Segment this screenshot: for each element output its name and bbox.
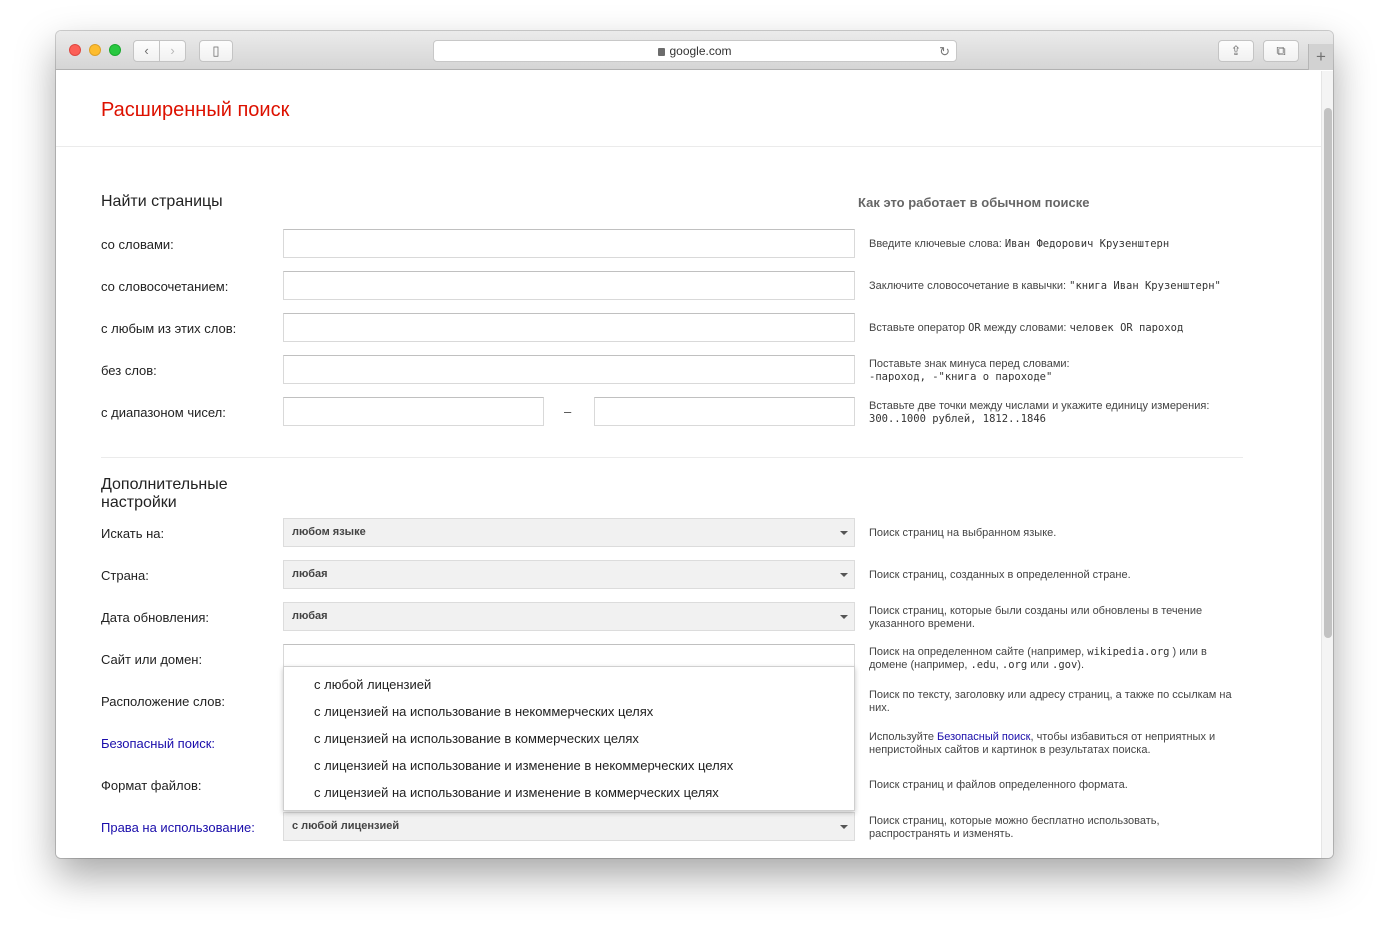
scrollbar-thumb[interactable]	[1324, 108, 1332, 638]
new-tab-button[interactable]	[1308, 44, 1333, 70]
zoom-window-button[interactable]	[109, 44, 121, 56]
number-range-label: с диапазоном чисел:	[101, 405, 226, 420]
page-content	[56, 71, 1321, 858]
exact-phrase-hint: Заключите словосочетание в кавычки: "книга Иван Крузенштерн"	[869, 280, 1221, 292]
chevron-right-icon: ›	[170, 43, 175, 58]
license-option[interactable]: с лицензией на использование в коммерческих целях	[314, 731, 639, 746]
advanced-settings-title: Дополнительные настройки	[101, 476, 228, 511]
plus-icon: +	[1316, 47, 1326, 66]
chevron-down-icon	[840, 531, 848, 535]
exact-phrase-input[interactable]	[283, 271, 855, 300]
none-words-label: без слов:	[101, 363, 157, 378]
site-domain-hint: Поиск на определенном сайте (например, wikipedia.org ) или в домене (например, .edu, .org или .gov).	[869, 646, 1207, 671]
find-pages-title: Найти страницы	[101, 193, 223, 210]
all-words-hint: Введите ключевые слова: Иван Федорович Крузенштерн	[869, 238, 1170, 250]
share-icon: ⇪	[1230, 43, 1242, 58]
sidebar-button[interactable]	[199, 40, 233, 62]
any-words-input[interactable]	[283, 313, 855, 342]
license-option[interactable]: с любой лицензией	[314, 677, 432, 692]
terms-appearing-hint: Поиск по тексту, заголовку или адресу страниц, а также по ссылкам на них.	[869, 689, 1232, 714]
usage-rights-dropdown	[283, 666, 855, 811]
chevron-down-icon	[840, 825, 848, 829]
chevron-down-icon	[840, 615, 848, 619]
site-domain-label: Сайт или домен:	[101, 652, 203, 667]
reload-icon[interactable]: ↻	[939, 44, 950, 59]
country-label: Страна:	[101, 568, 149, 583]
none-words-hint: Поставьте знак минуса перед словами: -пароход, -"книга о пароходе"	[869, 358, 1070, 383]
forward-button[interactable]	[159, 40, 186, 62]
back-button[interactable]	[133, 40, 160, 62]
license-option[interactable]: с лицензией на использование и изменение в коммерческих целях	[314, 785, 719, 800]
section-divider	[101, 457, 1243, 458]
license-option[interactable]: с лицензией на использование в некоммерческих целях	[314, 704, 654, 719]
number-range-from-input[interactable]	[283, 397, 544, 426]
lock-icon	[658, 48, 665, 56]
usage-rights-select[interactable]: с любой лицензией	[283, 812, 855, 841]
tabs-icon: ⧉	[1276, 43, 1286, 58]
language-label: Искать на:	[101, 526, 165, 541]
number-range-to-input[interactable]	[594, 397, 855, 426]
close-window-button[interactable]	[69, 44, 81, 56]
how-it-works-title: Как это работает в обычном поиске	[858, 195, 1090, 210]
country-hint: Поиск страниц, созданных в определенной стране.	[869, 569, 1131, 581]
page-header	[56, 71, 1321, 147]
usage-rights-hint: Поиск страниц, которые можно бесплатно использовать, распространять и изменять.	[869, 815, 1160, 840]
none-words-input[interactable]	[283, 355, 855, 384]
page-title: Расширенный поиск	[101, 99, 290, 121]
chevron-left-icon: ‹	[144, 43, 149, 58]
sidebar-icon: ▯	[212, 43, 220, 58]
safesearch-hint: Используйте Безопасный поиск, чтобы избавиться от неприятных и непристойных сайтов и картинок в результатах поиска.	[869, 731, 1216, 756]
url-text: google.com	[669, 44, 732, 58]
last-update-label: Дата обновления:	[101, 610, 209, 625]
all-words-input[interactable]	[283, 229, 855, 258]
usage-rights-link[interactable]: Права на использование:	[101, 820, 255, 835]
vertical-scrollbar[interactable]	[1321, 71, 1333, 858]
share-button[interactable]	[1218, 40, 1254, 62]
minimize-window-button[interactable]	[89, 44, 101, 56]
terms-appearing-label: Расположение слов:	[101, 694, 225, 709]
last-update-hint: Поиск страниц, которые были созданы или обновлены в течение указанного времени.	[869, 605, 1203, 630]
range-dash: –	[564, 404, 572, 419]
browser-window	[56, 31, 1333, 858]
show-tabs-button[interactable]	[1263, 40, 1299, 62]
titlebar	[56, 31, 1333, 70]
file-type-hint: Поиск страниц и файлов определенного формата.	[869, 779, 1128, 791]
any-words-label: с любым из этих слов:	[101, 321, 237, 336]
all-words-label: со словами:	[101, 237, 174, 252]
safesearch-link[interactable]: Безопасный поиск:	[101, 736, 216, 751]
address-bar[interactable]	[433, 40, 957, 62]
language-select[interactable]: любом языке	[283, 518, 855, 547]
country-select[interactable]: любая	[283, 560, 855, 589]
number-range-hint: Вставьте две точки между числами и укажите единицу измерения: 300..1000 рублей, 1812..1846	[869, 400, 1210, 425]
last-update-select[interactable]: любая	[283, 602, 855, 631]
chevron-down-icon	[840, 573, 848, 577]
safesearch-hint-link[interactable]: Безопасный поиск	[937, 731, 1031, 743]
exact-phrase-label: со словосочетанием:	[101, 279, 229, 294]
file-type-label: Формат файлов:	[101, 778, 202, 793]
language-hint: Поиск страниц на выбранном языке.	[869, 527, 1057, 539]
license-option[interactable]: с лицензией на использование и изменение в некоммерческих целях	[314, 758, 734, 773]
any-words-hint: Вставьте оператор OR между словами: человек OR пароход	[869, 322, 1184, 334]
